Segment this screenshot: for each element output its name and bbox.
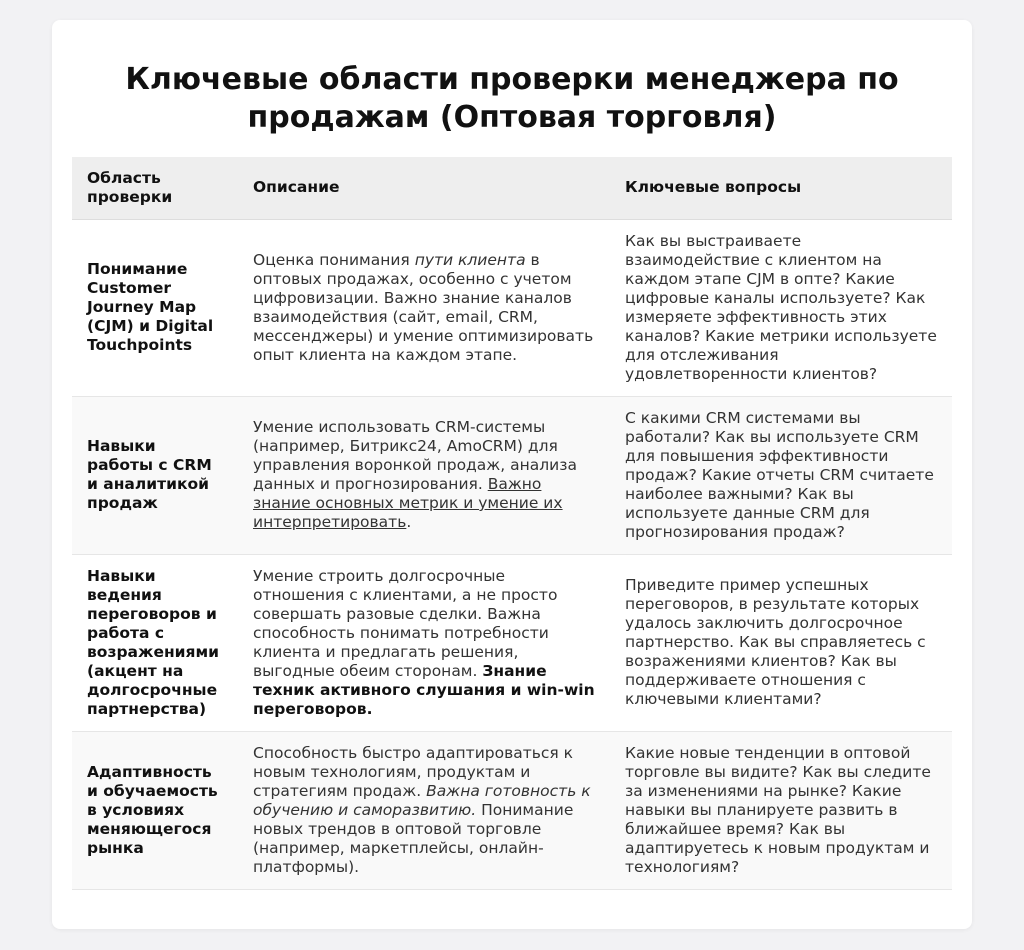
description-text: Умение строить долгосрочные отношения с клиентами, а не просто совершать разовые сделки. Важна способность понимать потребности клиента и предлагать решения, выгодные обеим сторонам. — [253, 566, 558, 680]
description-text: в оптовых продажах, особенно с учетом цифровизации. Важно знание каналов взаимодействия (сайт, email, CRM, мессенджеры) и умение оптимизировать опыт клиента на каждом этапе. — [253, 250, 594, 364]
questions-cell: Как вы выстраиваете взаимодействие с клиентом на каждом этапе CJM в опте? Какие цифровые каналы используете? Как измеряете эффективность этих каналов? Какие метрики используете для отслеживания удовлетворенности клиентов? — [610, 219, 952, 396]
description-cell — [238, 219, 610, 396]
area-cell: Адаптивность и обучаемость в условиях меняющегося рынка — [72, 731, 238, 889]
description-text: Умение использовать CRM-системы (например, Битрикс24, AmoCRM) для управления воронкой продаж, анализа данных и прогнозирования. — [253, 418, 577, 493]
table-header-row — [72, 157, 952, 219]
questions-cell: С какими CRM системами вы работали? Как вы используете CRM для повышения эффективности продаж? Какие отчеты CRM считаете наиболее важными? Как вы используете данные CRM для прогнозирования продаж? — [610, 396, 952, 554]
table-row — [72, 731, 952, 889]
table-row — [72, 219, 952, 396]
description-underlined: Важно знание основных метрик и умение их интерпретировать — [253, 475, 563, 531]
table-row — [72, 396, 952, 554]
table-row — [72, 554, 952, 731]
description-cell — [238, 731, 610, 889]
description-text: Понимание новых трендов в оптовой торговле (например, маркетплейсы, онлайн-платформы). — [253, 800, 574, 876]
questions-cell: Приведите пример успешных переговоров, в результате которых удалось заключить долгосрочное партнерство. Как вы справляетесь с возражениями клиентов? Как вы поддерживаете отношения с ключевыми клиентами? — [610, 554, 952, 731]
description-emphasis: Важна готовность к обучению и саморазвитию. — [253, 781, 591, 819]
description-cell — [238, 396, 610, 554]
questions-cell: Какие новые тенденции в оптовой торговле вы видите? Как вы следите за изменениями на рынке? Какие навыки вы планируете развить в ближайшее время? Как вы адаптируетесь к новым продуктам и технологиям? — [610, 731, 952, 889]
area-cell: Навыки работы с CRM и аналитикой продаж — [72, 396, 238, 554]
description-emphasis: пути клиента — [414, 250, 526, 269]
area-cell: Понимание Customer Journey Map (CJM) и Digital Touchpoints — [72, 219, 238, 396]
description-text: Оценка понимания — [253, 250, 415, 269]
header-area: Область проверки — [72, 157, 238, 219]
area-cell: Навыки ведения переговоров и работа с возражениями (акцент на долгосрочные партнерства) — [72, 554, 238, 731]
content-card — [52, 20, 972, 929]
description-strong: Знание техник активного слушания и win-win переговоров. — [253, 661, 595, 718]
header-questions: Ключевые вопросы — [610, 157, 952, 219]
evaluation-table — [72, 157, 952, 890]
description-text: Способность быстро адаптироваться к новым технологиям, продуктам и стратегиям продаж. — [253, 743, 574, 800]
header-description: Описание — [238, 157, 610, 219]
page-title: Ключевые области проверки менеджера по продажам (Оптовая торговля) — [125, 62, 899, 135]
description-text: . — [406, 513, 412, 531]
description-cell — [238, 554, 610, 731]
